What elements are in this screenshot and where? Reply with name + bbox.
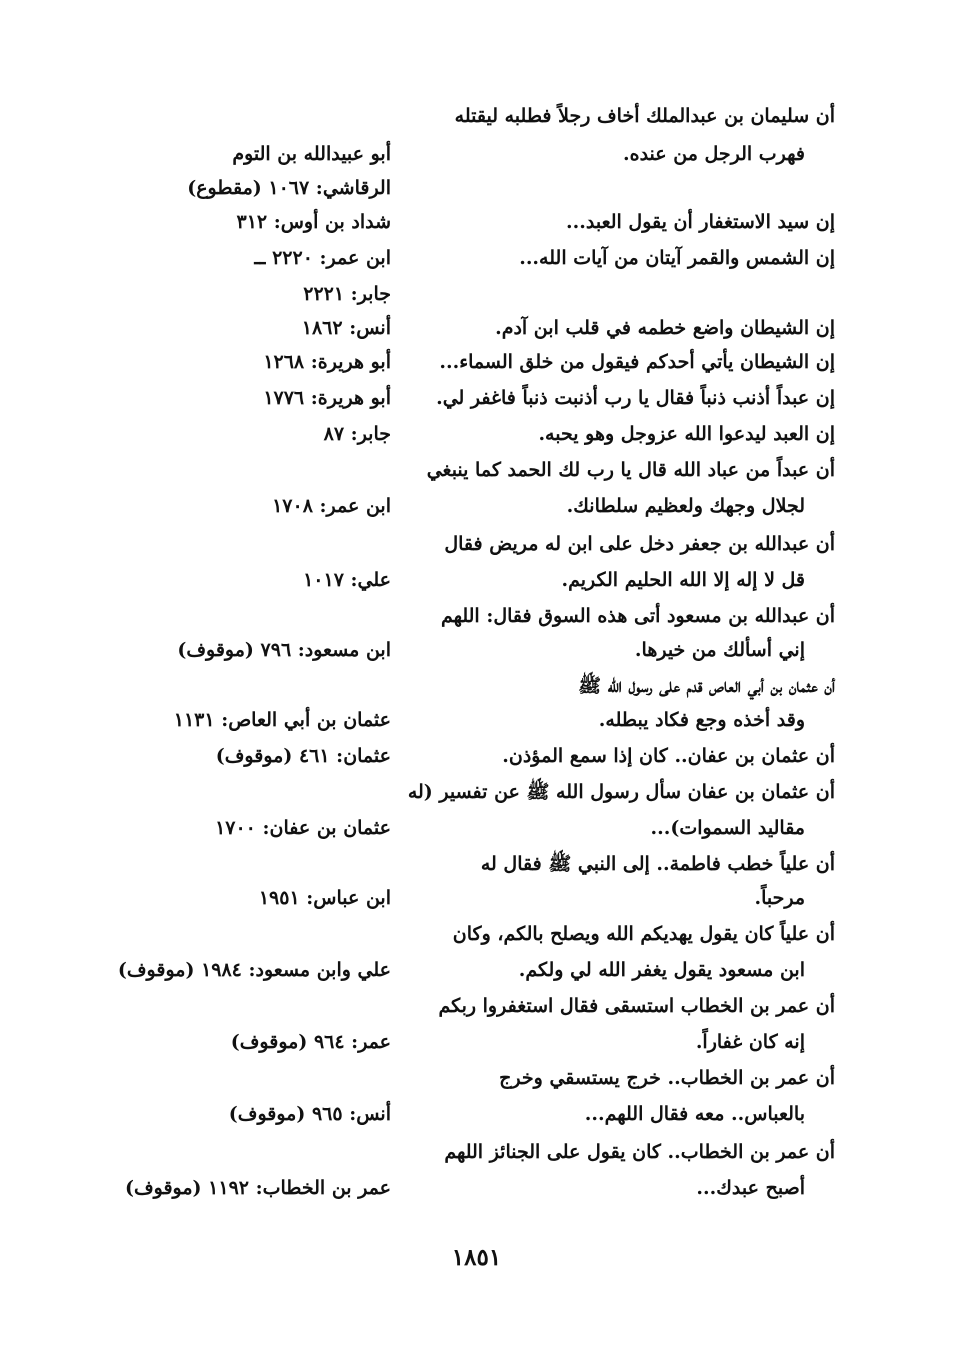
reference-line: عثمان بن أبي العاص: ١١٣١ <box>173 709 391 731</box>
hadith-text-line: إن الشمس والقمر آيتان من آيات الله... <box>519 247 835 269</box>
hadith-text-line: أن عثمان بن عفان.. كان إذا سمع المؤذن. <box>502 745 835 767</box>
hadith-text-line: أن عبدالله بن جعفر دخل على ابن له مريض فقال <box>444 533 835 555</box>
reference-line: عمر: ٩٦٤ (موقوف) <box>230 1031 391 1053</box>
reference-line: شداد بن أوس: ٣١٢ <box>236 211 391 233</box>
hadith-text-line: إنه كان غفاراً. <box>695 1031 805 1053</box>
page-number: ١٨٥١ <box>451 1244 502 1271</box>
reference-line: عثمان بن عفان: ١٧٠٠ <box>215 817 391 839</box>
hadith-text-line: إن سيد الاستغفار أن يقول العبد... <box>566 211 835 233</box>
hadith-text-line: وقد أخذه وجع فكاد يبطله. <box>598 709 805 731</box>
hadith-text-line: فهرب الرجل من عنده. <box>623 143 805 165</box>
reference-line: أنس: ١٨٦٢ <box>301 317 391 339</box>
hadith-text-line: قل لا إله إلا الله الحليم الكريم. <box>561 569 805 591</box>
hadith-text-line: إن الشيطان يأتي أحدكم فيقول من خلق السماء... <box>439 351 835 373</box>
reference-line: أنس: ٩٦٥ (موقوف) <box>228 1103 391 1125</box>
hadith-text-line: أن عمر بن الخطاب.. كان يقول على الجنائز اللهم <box>444 1141 835 1163</box>
hadith-text-line: مقاليد السموات)... <box>650 817 805 839</box>
hadith-text-line: بالعباس.. معه فقال اللهم... <box>584 1103 805 1125</box>
hadith-text-line: أن عبداً من عباد الله قال يا رب لك الحمد كما ينبغي <box>426 459 835 481</box>
hadith-text-line: أن عثمان بن عفان سأل رسول الله ﷺ عن تفسير (له <box>407 781 835 803</box>
hadith-text-line: أصبح عبدك... <box>696 1177 805 1199</box>
reference-line: ابن عمر: ٢٢٢٠ ــ <box>254 247 391 269</box>
reference-line: أبو هريرة: ١٢٦٨ <box>263 351 391 373</box>
hadith-text-line: أن علياً خطب فاطمة.. إلى النبي ﷺ فقال له <box>480 853 835 875</box>
hadith-text-line: ابن مسعود يقول يغفر الله لي ولكم. <box>518 959 805 981</box>
hadith-text-line: لجلال وجهك ولعظيم سلطانك. <box>566 495 805 517</box>
hadith-text-line: أن عمر بن الخطاب استسقى فقال استغفروا ربكم <box>438 995 835 1017</box>
reference-line: ابن عمر: ١٧٠٨ <box>272 495 391 517</box>
hadith-text-line: إني أسألك من خيرها. <box>634 639 805 661</box>
reference-line: أبو عبيدالله بن التوم <box>232 143 391 165</box>
reference-line: علي وابن مسعود: ١٩٨٤ (موقوف) <box>117 959 391 981</box>
reference-line: جابر: ٨٧ <box>323 423 391 445</box>
hadith-text-line: أن علياً كان يقول يهديكم الله ويصلح بالكم، وكان <box>452 923 835 945</box>
reference-line: ابن مسعود: ٧٩٦ (موقوف) <box>177 639 391 661</box>
reference-line: عمر بن الخطاب: ١١٩٢ (موقوف) <box>124 1177 391 1199</box>
hadith-text-line: أن عمر بن الخطاب.. خرج يستسقي وخرج <box>499 1067 835 1089</box>
hadith-text-line: أن عثمان بن أبي العاص قدم على رسول الله ﷺ <box>578 675 835 697</box>
reference-line: الرقاشي: ١٠٦٧ (مقطوع) <box>187 177 391 199</box>
reference-line: عثمان: ٤٦١ (موقوف) <box>215 745 391 767</box>
hadith-text-line: أن سليمان بن عبدالملك أخاف رجلاً فطلبه ليقتله <box>454 105 835 127</box>
hadith-text-line: أن عبدالله بن مسعود أتى هذه السوق فقال: اللهم <box>440 605 835 627</box>
reference-line: جابر: ٢٢٢١ <box>303 283 391 305</box>
reference-line: ابن عباس: ١٩٥١ <box>258 887 391 909</box>
hadith-text-line: إن العبد ليدعوا الله عزوجل وهو يحبه. <box>538 423 835 445</box>
hadith-text-line: إن عبداً أذنب ذنباً فقال يا رب أذنبت ذنباً فاغفر لي. <box>436 387 835 409</box>
hadith-text-line: إن الشيطان واضع خطمه في قلب ابن آدم. <box>495 317 835 339</box>
reference-line: أبو هريرة: ١٧٧٦ <box>263 387 391 409</box>
reference-line: علي: ١٠١٧ <box>303 569 391 591</box>
hadith-text-line: مرحباً. <box>754 887 805 909</box>
